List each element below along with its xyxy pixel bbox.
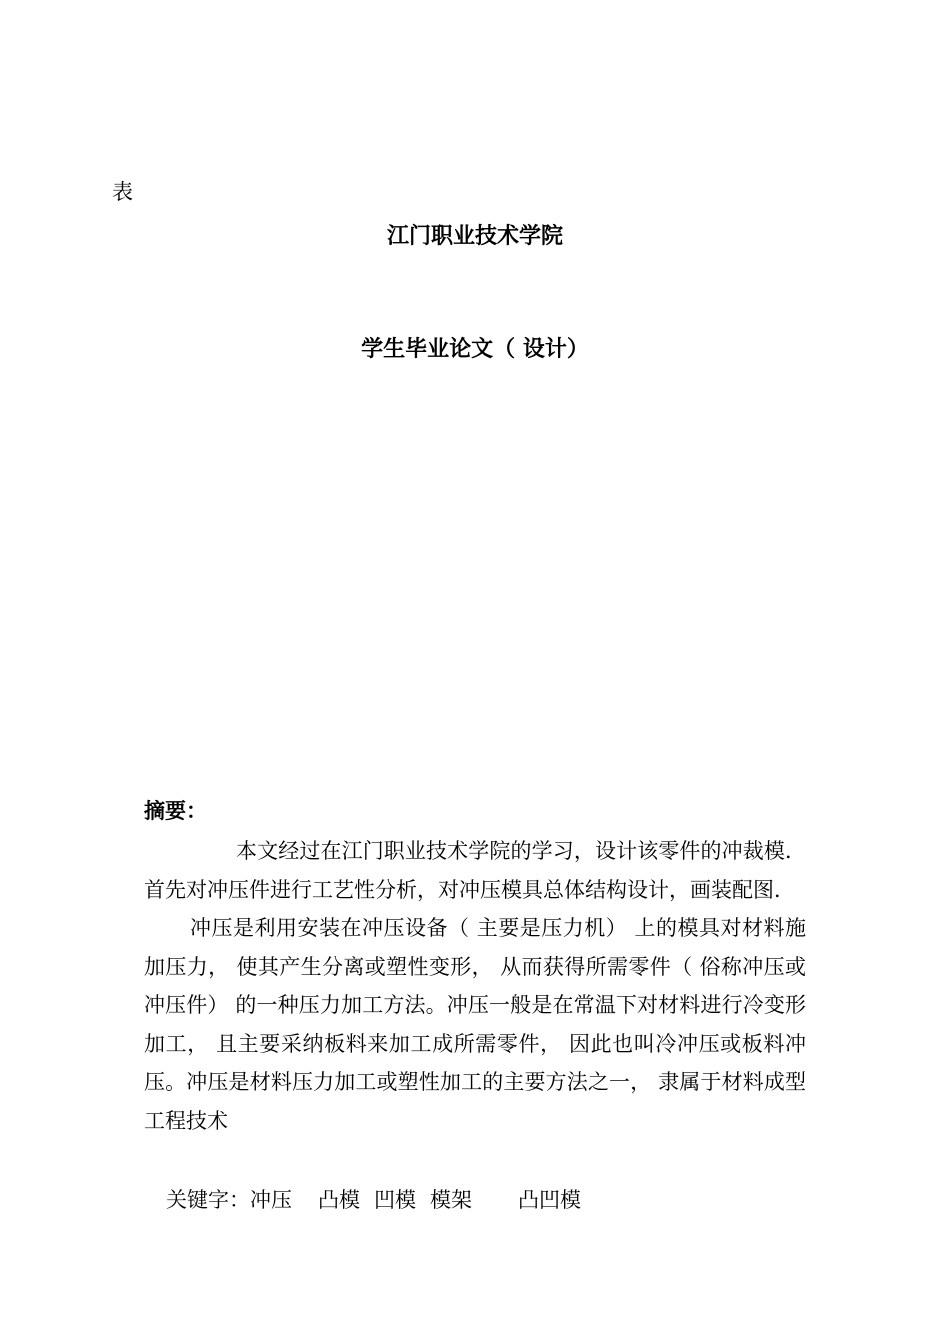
keywords-line bbox=[166, 1184, 581, 1216]
corner-label: 表 bbox=[112, 180, 133, 204]
keyword-item: 凸模 bbox=[318, 1188, 360, 1212]
abstract-body bbox=[144, 832, 806, 1140]
keywords-label: 关键字： bbox=[166, 1188, 250, 1212]
abstract-paragraph-1: 本文经过在江门职业技术学院的学习，设计该零件的冲裁模．首先对冲压件进行工艺性分析，对冲压模具总体结构设计，画装配图． bbox=[144, 839, 806, 902]
abstract-heading: 摘要： bbox=[144, 799, 207, 823]
keyword-item: 凹模 bbox=[374, 1188, 416, 1212]
keyword-item: 冲压 bbox=[250, 1188, 292, 1212]
school-name: 江门职业技术学院 bbox=[386, 224, 563, 249]
thesis-title: 学生毕业论文（ 设计） bbox=[361, 337, 589, 362]
keyword-item: 凸凹模 bbox=[518, 1188, 581, 1212]
abstract-paragraph-2: 冲压是利用安装在冲压设备（ 主要是压力机） 上的模具对材料施加压力， 使其产生分离或塑性变形， 从而获得所需零件（ 俗称冲压或冲压件） 的一种压力加工方法。冲压一般是在常温下对材料进行冷变形加工， 且主要采纳板料来加工成所需零件， 因此也叫冷冲压或板料冲压。冲压是材料压力加工或塑性加工的主要方法之一， 隶属于材料成型工程技术 bbox=[144, 916, 806, 1133]
keyword-item: 模架 bbox=[430, 1188, 472, 1212]
